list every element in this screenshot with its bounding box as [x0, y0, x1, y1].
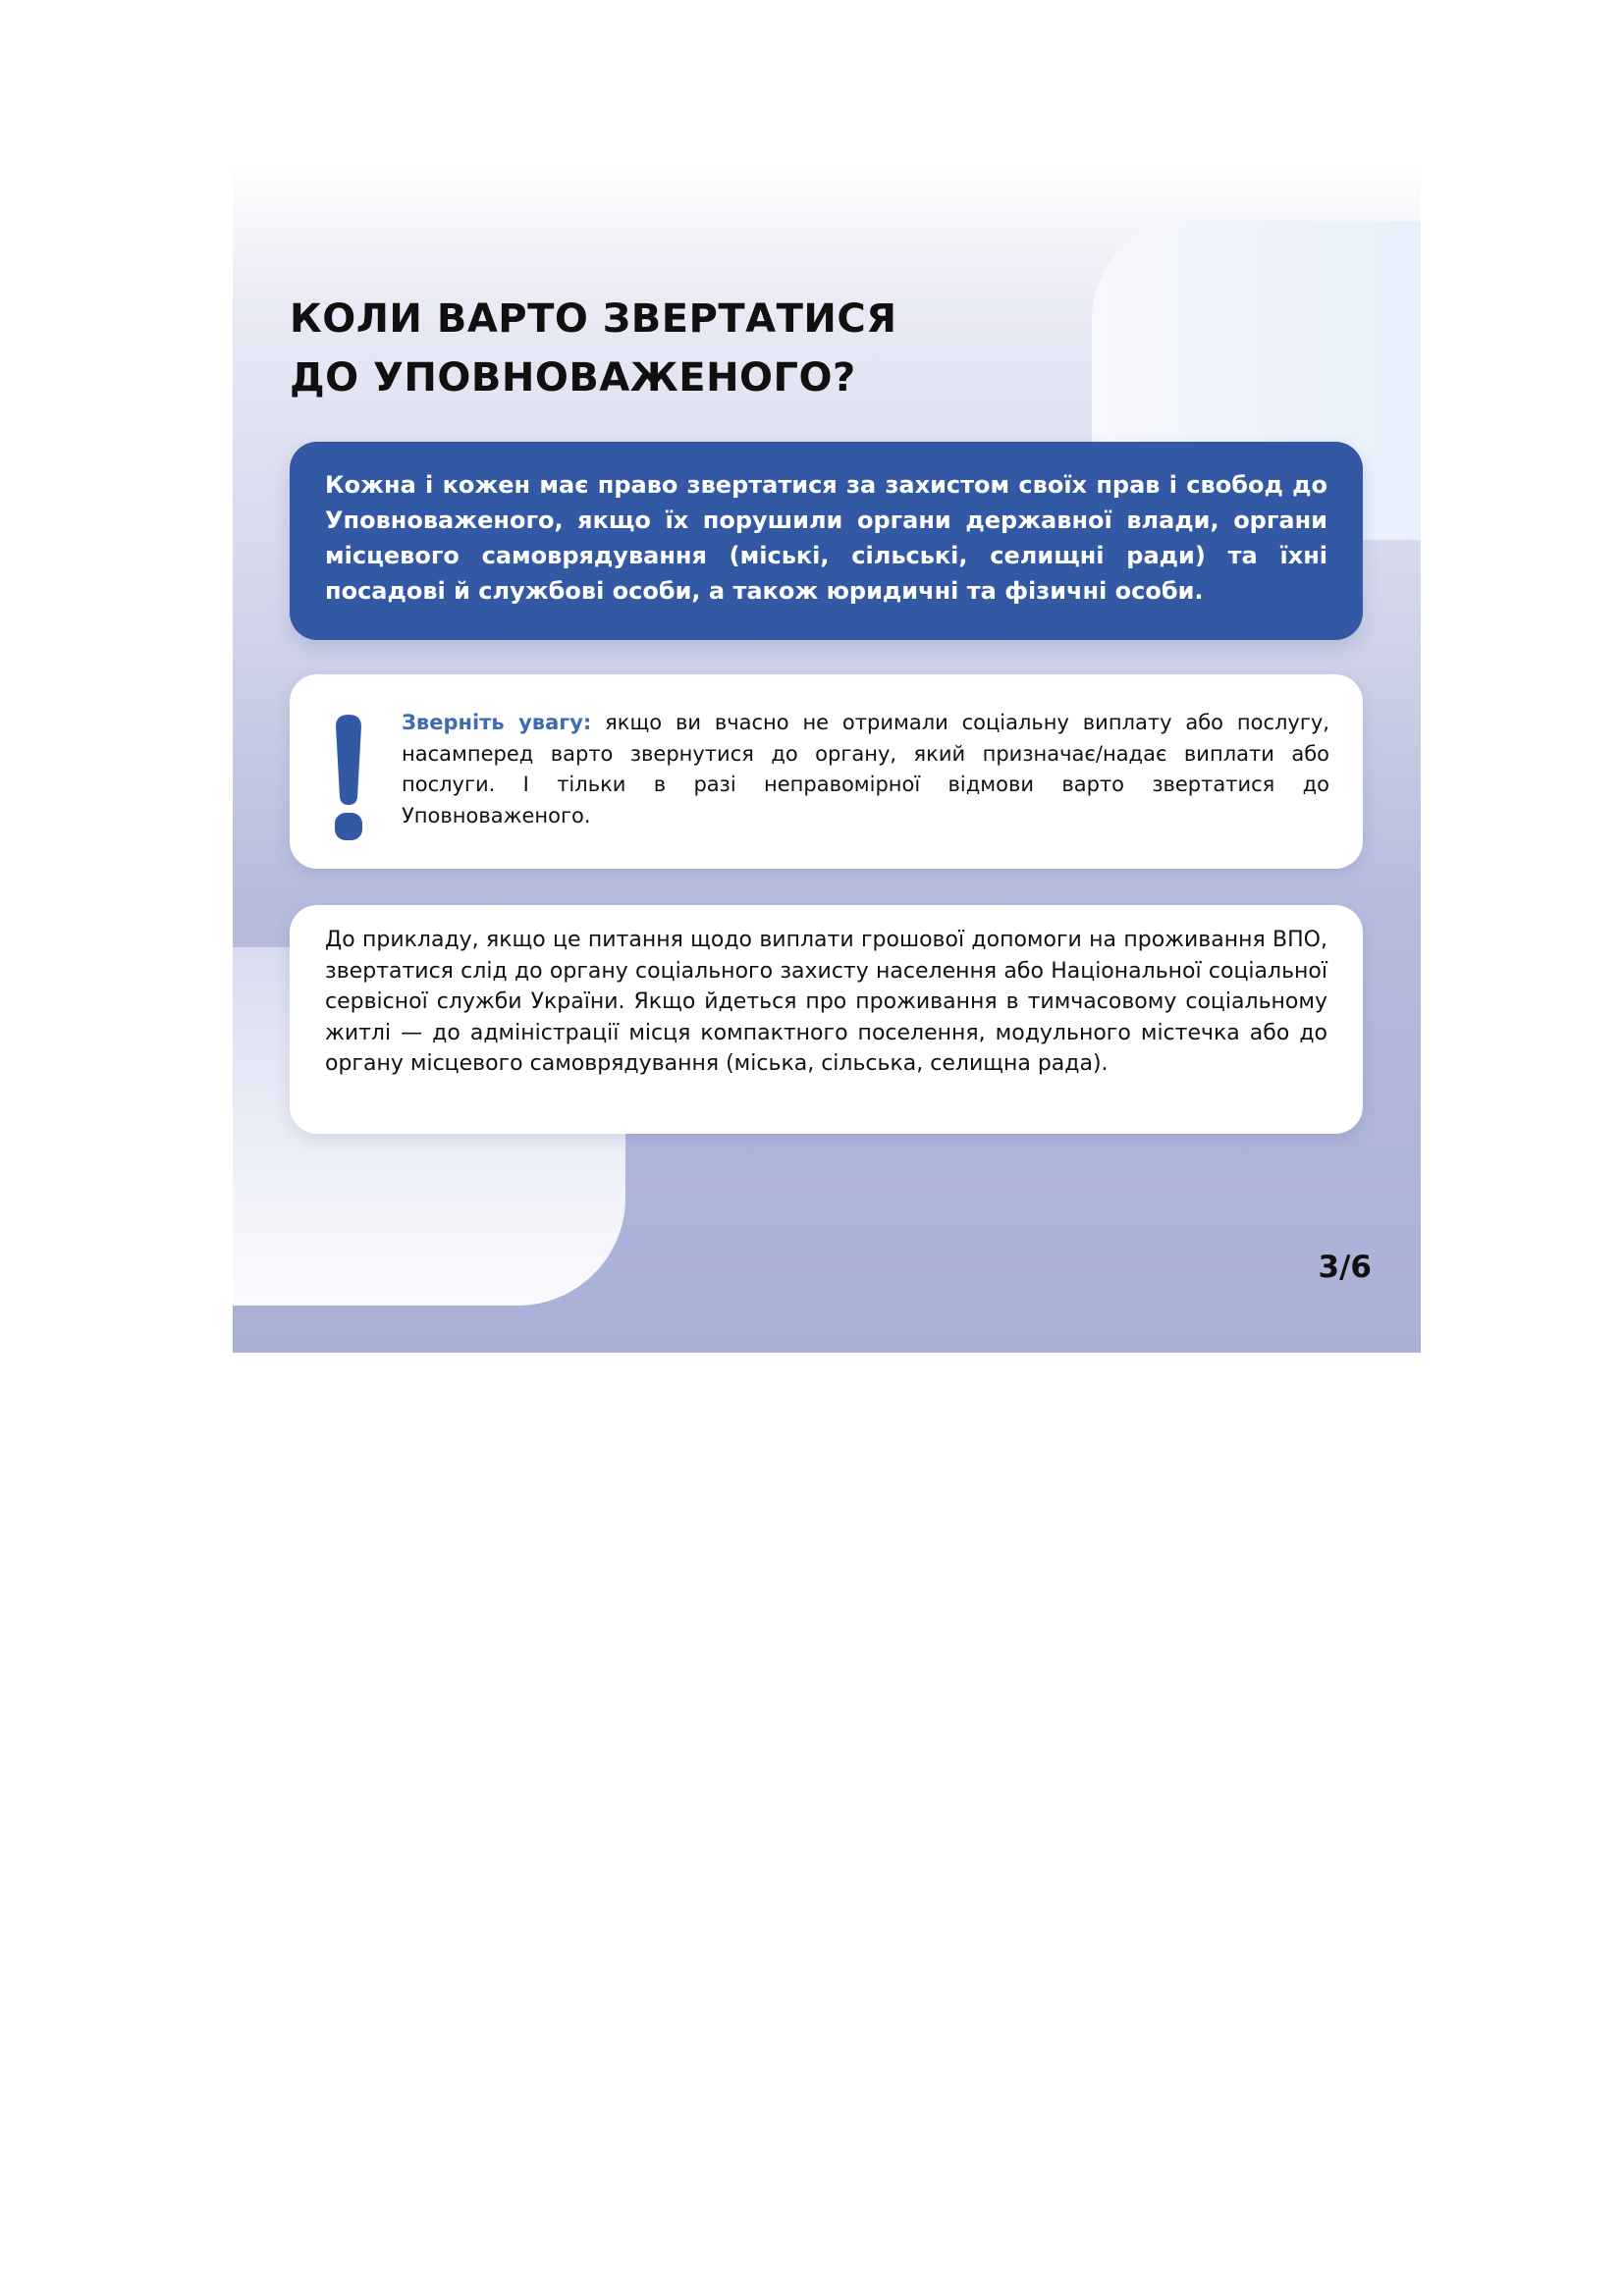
intro-card	[290, 442, 1363, 640]
note-label: Зверніть увагу:	[402, 711, 592, 734]
page-title-line-2: ДО УПОВНОВАЖЕНОГО?	[290, 355, 856, 400]
intro-text: Кожна і кожен має право звертатися за захистом своїх прав і свобод до Уповноваженого, якщо їх порушили органи державної влади, органи місцевого самоврядування (міські, сільські, селищні ради) та їхні посадові й службові особи, а також юридичні та фізичні особи.	[325, 471, 1327, 605]
example-card	[290, 905, 1363, 1134]
page-title	[290, 290, 897, 407]
note-card	[290, 674, 1363, 869]
note-body: якщо ви вчасно не отримали соціальну виплату або послугу, насамперед варто звернутися до органу, який призначає/надає виплати або послуги. І тільки в разі неправомірної відмови варто звертатися до Уповноваженого.	[402, 711, 1329, 828]
exclamation-icon	[334, 713, 363, 840]
page-number: 3/6	[1318, 1250, 1372, 1285]
example-text: До прикладу, якщо це питання щодо виплати грошової допомоги на проживання ВПО, звертатися слід до органу соціального захисту населення або Національної соціальної сервісної служби України. Якщо йдеться про проживання в тимчасовому соціальному житлі — до адміністрації місця компактного поселення, модульного містечка або до органу місцевого самоврядування (міська, сільська, селищна рада).	[325, 928, 1327, 1076]
slide	[233, 162, 1421, 1353]
note-text	[402, 708, 1329, 831]
page-title-line-1: КОЛИ ВАРТО ЗВЕРТАТИСЯ	[290, 296, 897, 342]
